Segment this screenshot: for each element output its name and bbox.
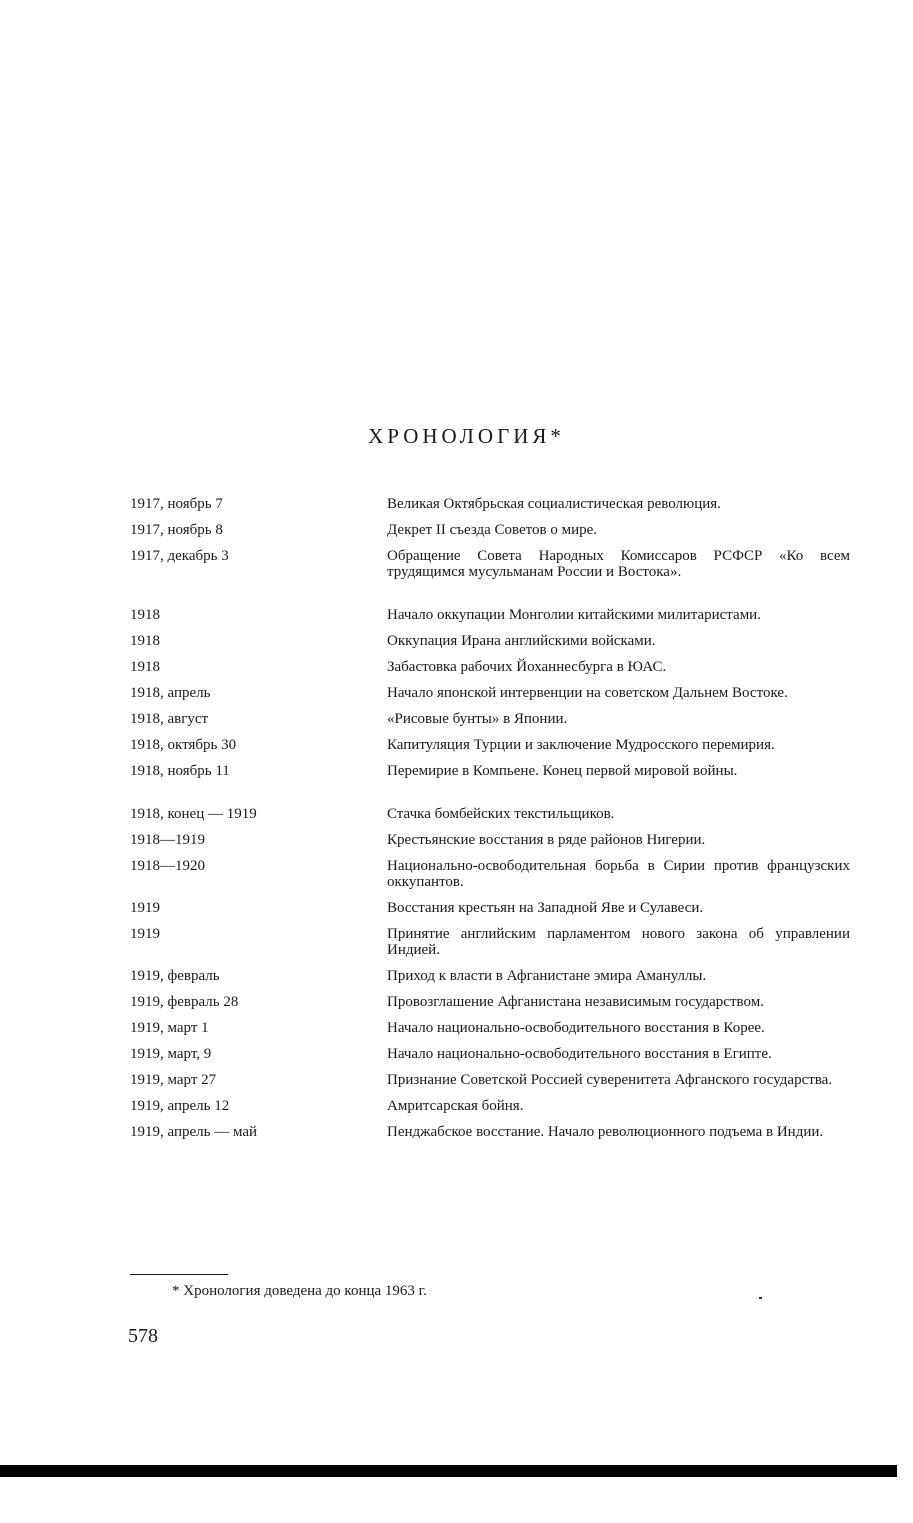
entry-event: Стачка бомбейских текстильщиков. [387,806,615,822]
page-number: 578 [128,1325,158,1347]
chronology-entry [130,1072,850,1088]
chronology-entry [130,737,850,753]
entry-date: 1918, апрель [130,685,211,701]
entry-date: 1918 [130,633,160,649]
entry-event: Крестьянские восстания в ряде районов Нигерии. [387,832,706,848]
entry-event: Обращение Совета Народных Комиссаров РСФСР «Ко всем трудящимся мусульманам России и Востока». [387,548,850,580]
chronology-entry [130,633,850,649]
scan-edge-bar [0,1465,897,1477]
print-speck [759,1297,762,1299]
chronology-entry [130,659,850,675]
entry-date: 1919, апрель 12 [130,1098,230,1114]
chronology-entry [130,763,850,779]
entry-date: 1919 [130,900,160,916]
chronology-entry [130,1124,850,1140]
chronology-list [130,496,850,1150]
chronology-entry [130,994,850,1010]
entry-event: Начало японской интервенции на советском Дальнем Востоке. [387,685,788,701]
entry-date: 1917, ноябрь 8 [130,522,223,538]
entry-event: «Рисовые бунты» в Японии. [387,711,568,727]
entry-event: Капитуляция Турции и заключение Мудросского перемирия. [387,737,775,753]
entry-event: Великая Октябрьская социалистическая революция. [387,496,721,512]
chronology-entry [130,832,850,848]
entry-date: 1918, ноябрь 11 [130,763,230,779]
entry-event: Принятие английским парламентом нового закона об управлении Индией. [387,926,850,958]
entry-event: Пенджабское восстание. Начало революционного подъема в Индии. [387,1124,824,1140]
entry-date: 1919, февраль [130,968,220,984]
chronology-entry [130,522,850,538]
entry-date: 1917, ноябрь 7 [130,496,223,512]
entry-event: Приход к власти в Афганистане эмира Амануллы. [387,968,707,984]
entry-date: 1918—1919 [130,832,205,848]
chronology-entry [130,926,850,958]
entry-date: 1919, март 27 [130,1072,217,1088]
entry-date: 1918, конец — 1919 [130,806,257,822]
entry-event: Признание Советской Россией суверенитета Афганского государства. [387,1072,833,1088]
entry-date: 1918, октябрь 30 [130,737,237,753]
entry-date: 1919, февраль 28 [130,994,239,1010]
chronology-entry [130,968,850,984]
chronology-entry [130,607,850,623]
entry-date: 1919 [130,926,160,942]
entry-date: 1918, август [130,711,209,727]
chronology-entry [130,1098,850,1114]
chronology-entry [130,858,850,890]
chronology-entry [130,496,850,512]
chronology-entry [130,685,850,701]
chronology-entry [130,548,850,580]
entry-date: 1917, декабрь 3 [130,548,229,564]
entry-event: Оккупация Ирана английскими войсками. [387,633,656,649]
footnote-divider [130,1274,228,1275]
entry-event: Амритсарская бойня. [387,1098,524,1114]
entry-event: Национально-освободительная борьба в Сирии против французских оккупантов. [387,858,850,890]
entry-date: 1918 [130,659,160,675]
entry-event: Декрет II съезда Советов о мире. [387,522,598,538]
entry-event: Провозглашение Афганистана независимым государством. [387,994,764,1010]
entry-event: Начало национально-освободительного восстания в Египте. [387,1046,772,1062]
chronology-entry [130,806,850,822]
entry-date: 1919, апрель — май [130,1124,258,1140]
chronology-entry [130,1020,850,1036]
chronology-entry [130,711,850,727]
entry-event: Забастовка рабочих Йоханнесбурга в ЮАС. [387,659,667,675]
chronology-entry [130,1046,850,1062]
footnote: * Хронология доведена до конца 1963 г. [172,1283,427,1299]
entry-event: Восстания крестьян на Западной Яве и Сулавеси. [387,900,704,916]
entry-event: Начало национально-освободительного восстания в Корее. [387,1020,765,1036]
entry-date: 1918—1920 [130,858,205,874]
chronology-entry [130,900,850,916]
page-title: ХРОНОЛОГИЯ* [368,424,565,448]
entry-date: 1919, март, 9 [130,1046,212,1062]
entry-date: 1918 [130,607,160,623]
entry-event: Начало оккупации Монголии китайскими милитаристами. [387,607,761,623]
entry-date: 1919, март 1 [130,1020,209,1036]
entry-event: Перемирие в Компьене. Конец первой мировой войны. [387,763,738,779]
